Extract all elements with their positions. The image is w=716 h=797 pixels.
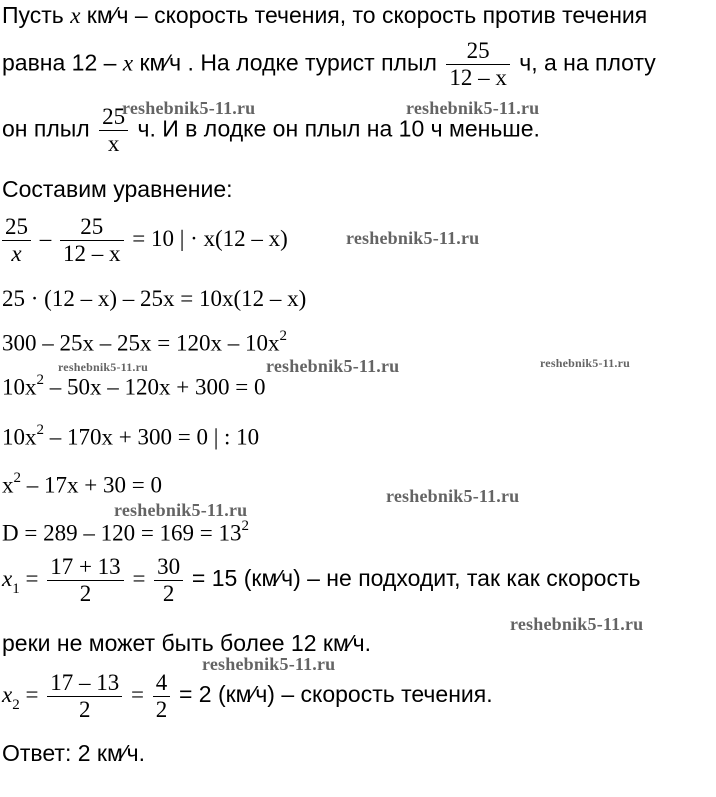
equation-text: – 17x + 30 = 0 <box>26 472 162 498</box>
equation-2 <box>2 286 306 312</box>
fraction-numerator: 17 + 13 <box>47 554 123 581</box>
equation-rhs: = 10 | · x(12 – x) <box>132 225 288 251</box>
equation-5 <box>2 424 259 451</box>
exponent: 2 <box>36 372 44 388</box>
equation-text: – 170x + 300 = 0 | : 10 <box>49 424 260 450</box>
root-x1-equation <box>2 554 640 607</box>
subscript: 1 <box>12 581 20 598</box>
watermark: reshebnik5-11.ru <box>510 614 644 634</box>
discriminant-equation <box>2 520 249 547</box>
exponent: 2 <box>13 470 21 486</box>
line2-end: ч, а на плоту <box>519 49 656 76</box>
fraction-30-over-2 <box>154 554 183 607</box>
text-line-4 <box>2 176 233 203</box>
fraction-numerator: 17 – 13 <box>47 670 122 697</box>
watermark: reshebnik5-11.ru <box>114 500 248 520</box>
fraction-17-plus-13-over-2 <box>47 554 123 607</box>
watermark: reshebnik5-11.ru <box>540 356 630 370</box>
equation-text: 300 – 25x – 25x = 120x – 10x <box>2 330 280 356</box>
root-x1-conclusion: = 15 (км⁄ч) – не подходит, так как скорость <box>191 564 641 591</box>
line3-end: ч. И в лодке он плыл на 10 ч меньше. <box>137 115 540 142</box>
fraction-numerator: 4 <box>153 670 171 697</box>
line1-start: Пусть <box>2 2 64 28</box>
equals-sign: = <box>130 681 144 707</box>
watermark: reshebnik5-11.ru <box>58 360 148 374</box>
equals-sign: = <box>132 565 146 591</box>
line2-mid: км⁄ч . На лодке турист плыл <box>139 49 437 76</box>
equation-text: 25 · (12 – x) – 25x = 10x(12 – x) <box>2 286 307 311</box>
equation-text: D = 289 – 120 = 169 = 13 <box>2 520 242 546</box>
watermark: reshebnik5-11.ru <box>266 356 400 376</box>
var-x: x <box>2 681 13 707</box>
equation-3 <box>2 330 287 357</box>
fraction-numerator: 25 <box>99 104 128 131</box>
compose-equation-heading: Составим уравнение: <box>2 176 233 202</box>
watermark: reshebnik5-11.ru <box>202 654 336 674</box>
fraction-numerator: 30 <box>154 554 183 581</box>
equation-6 <box>2 472 162 499</box>
fraction-25-over-12-minus-x <box>446 38 510 91</box>
fraction-numerator: 25 <box>446 38 510 65</box>
fraction-17-minus-13-over-2 <box>47 670 122 723</box>
watermark: reshebnik5-11.ru <box>406 98 540 118</box>
equation-text: x <box>2 472 14 498</box>
line2-start: равна 12 – <box>2 49 117 76</box>
var-x: x <box>122 50 134 76</box>
river-speed-limit-text: реки не может быть более 12 км⁄ч. <box>2 630 371 656</box>
equation-4 <box>2 374 265 401</box>
equals-sign: = <box>25 681 39 707</box>
equation-text: 10x <box>2 424 37 450</box>
equation-text: – 50x – 120x + 300 = 0 <box>49 374 266 400</box>
text-line-1 <box>2 2 647 29</box>
subscript: 2 <box>12 697 20 714</box>
var-x: x <box>70 3 81 28</box>
root-x2-equation <box>2 670 493 723</box>
equation-text: 10x <box>2 374 37 400</box>
watermark: reshebnik5-11.ru <box>386 486 520 506</box>
fraction-denominator: 12 – x <box>449 65 507 90</box>
fraction-denominator: 2 <box>78 697 91 722</box>
fraction-denominator: 2 <box>79 581 92 606</box>
line3-start: он плыл <box>2 115 90 142</box>
equals-sign: = <box>25 565 39 591</box>
text-line-9 <box>2 630 371 657</box>
fraction-numerator: 25 <box>2 214 31 241</box>
root-x2-conclusion: = 2 (км⁄ч) – скорость течения. <box>178 680 493 707</box>
var-x: x <box>2 565 13 591</box>
text-line-2 <box>2 38 656 91</box>
fraction-25-over-x <box>2 214 31 267</box>
exponent: 2 <box>241 518 250 534</box>
watermark: reshebnik5-11.ru <box>122 98 256 118</box>
line1-end: км⁄ч – скорость течения, то скорость против течения <box>86 2 648 28</box>
fraction-25-over-12-minus-x <box>60 214 124 267</box>
watermark: reshebnik5-11.ru <box>346 228 480 248</box>
fraction-denominator: 12 – x <box>63 241 121 266</box>
exponent: 2 <box>36 422 44 438</box>
fraction-denominator: 2 <box>162 581 175 606</box>
fraction-denominator: 2 <box>155 697 168 722</box>
answer-line <box>2 740 145 767</box>
fraction-numerator: 25 <box>60 214 124 241</box>
fraction-denominator: x <box>11 241 22 266</box>
answer-text: Ответ: 2 км⁄ч. <box>2 740 145 766</box>
fraction-4-over-2 <box>153 670 171 723</box>
exponent: 2 <box>279 328 287 344</box>
fraction-denominator: x <box>107 131 120 156</box>
minus-sign: – <box>39 225 52 251</box>
equation-1 <box>2 214 288 267</box>
